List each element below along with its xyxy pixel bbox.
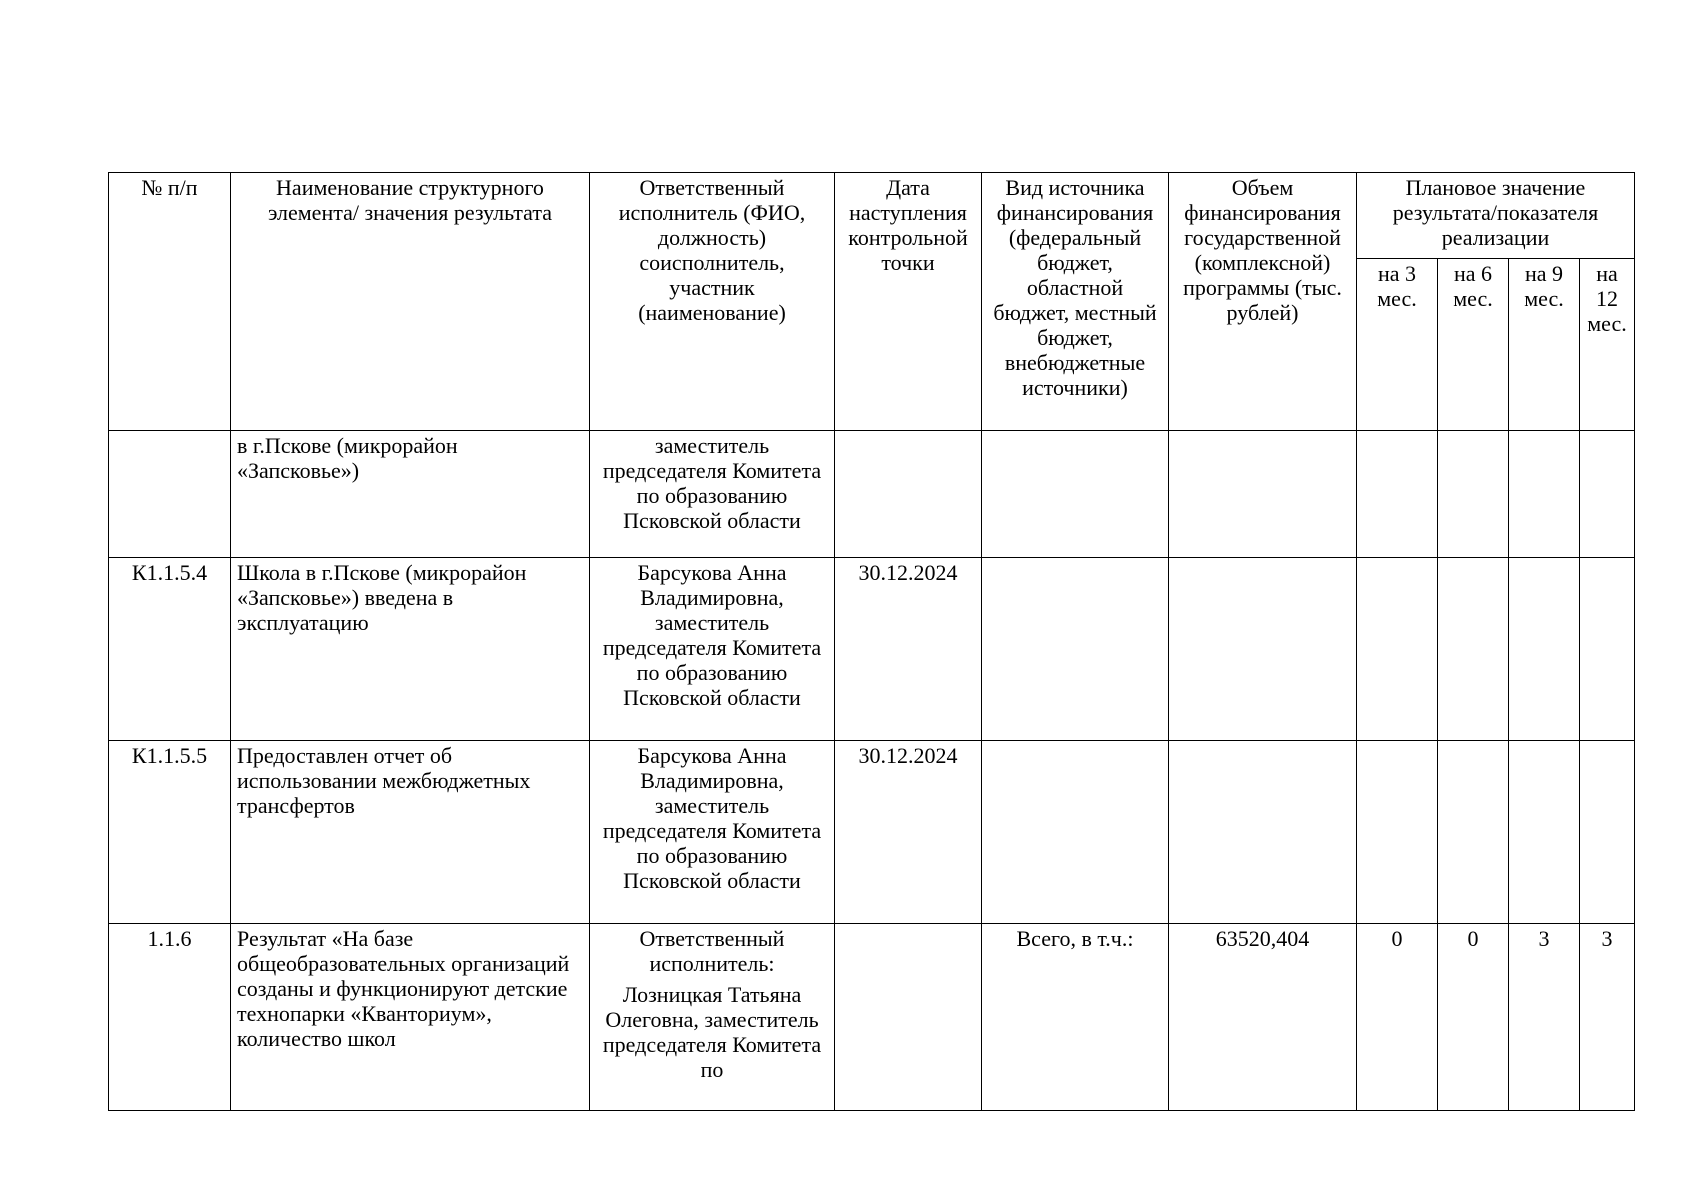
cell-m12 [1580, 741, 1635, 924]
cell-source: Всего, в т.ч.: [982, 924, 1169, 1111]
cell-date [835, 924, 982, 1111]
control-points-table [108, 172, 1635, 1111]
cell-m9 [1509, 558, 1580, 741]
cell-responsible: заместитель председателя Комитета по образованию Псковской области [590, 431, 835, 558]
cell-m3 [1357, 741, 1438, 924]
cell-m3 [1357, 431, 1438, 558]
cell-name: Школа в г.Пскове (микрорайон «Запсковье») введена в эксплуатацию [231, 558, 590, 741]
cell-m6 [1438, 558, 1509, 741]
cell-m12: 3 [1580, 924, 1635, 1111]
cell-m12 [1580, 558, 1635, 741]
header-responsible: Ответственный исполнитель (ФИО, должность) соисполнитель, участник (наименование) [590, 173, 835, 431]
cell-name: в г.Пскове (микрорайон «Запсковье») [231, 431, 590, 558]
cell-num: К1.1.5.4 [109, 558, 231, 741]
cell-m3: 0 [1357, 924, 1438, 1111]
table-row [109, 431, 1635, 558]
header-date: Дата наступления контрольной точки [835, 173, 982, 431]
header-m6: на 6 мес. [1438, 259, 1509, 431]
cell-responsible: Барсукова Анна Владимировна, заместитель председателя Комитета по образованию Псковской области [590, 558, 835, 741]
cell-m6 [1438, 431, 1509, 558]
cell-responsible: Лозницкая Татьяна Олеговна, заместитель председателя Комитета по [602, 982, 822, 1082]
cell-num: 1.1.6 [109, 924, 231, 1111]
header-name: Наименование структурного элемента/ значения результата [231, 173, 590, 431]
header-m9: на 9 мес. [1509, 259, 1580, 431]
cell-responsible-label: Ответственный исполнитель: [639, 926, 785, 976]
cell-m6 [1438, 741, 1509, 924]
cell-num: К1.1.5.5 [109, 741, 231, 924]
table-row [109, 924, 1635, 1111]
header-m12: на 12 мес. [1580, 259, 1635, 431]
cell-date: 30.12.2024 [835, 558, 982, 741]
cell-volume [1169, 431, 1357, 558]
cell-volume [1169, 558, 1357, 741]
table-row [109, 741, 1635, 924]
cell-volume [1169, 741, 1357, 924]
cell-m9: 3 [1509, 924, 1580, 1111]
table-row [109, 558, 1635, 741]
header-num: № п/п [109, 173, 231, 431]
header-m3: на 3 мес. [1357, 259, 1438, 431]
cell-source [982, 431, 1169, 558]
header-source: Вид источника финансирования (федеральный бюджет, областной бюджет, местный бюджет, внебюджетные источники) [982, 173, 1169, 431]
cell-m9 [1509, 741, 1580, 924]
cell-name: Предоставлен отчет об использовании межбюджетных трансфертов [231, 741, 590, 924]
cell-m6: 0 [1438, 924, 1509, 1111]
cell-m9 [1509, 431, 1580, 558]
cell-m3 [1357, 558, 1438, 741]
cell-num [109, 431, 231, 558]
cell-date [835, 431, 982, 558]
cell-responsible-group [590, 924, 835, 1111]
header-volume: Объем финансирования государственной (комплексной) программы (тыс. рублей) [1169, 173, 1357, 431]
cell-responsible: Барсукова Анна Владимировна, заместитель председателя Комитета по образованию Псковской области [590, 741, 835, 924]
cell-source [982, 741, 1169, 924]
cell-date: 30.12.2024 [835, 741, 982, 924]
header-plan: Плановое значение результата/показателя реализации [1357, 173, 1635, 259]
cell-source [982, 558, 1169, 741]
cell-m12 [1580, 431, 1635, 558]
cell-name: Результат «На базе общеобразовательных организаций созданы и функционируют детские технопарки «Кванториум», количество школ [231, 924, 590, 1111]
cell-volume: 63520,404 [1169, 924, 1357, 1111]
